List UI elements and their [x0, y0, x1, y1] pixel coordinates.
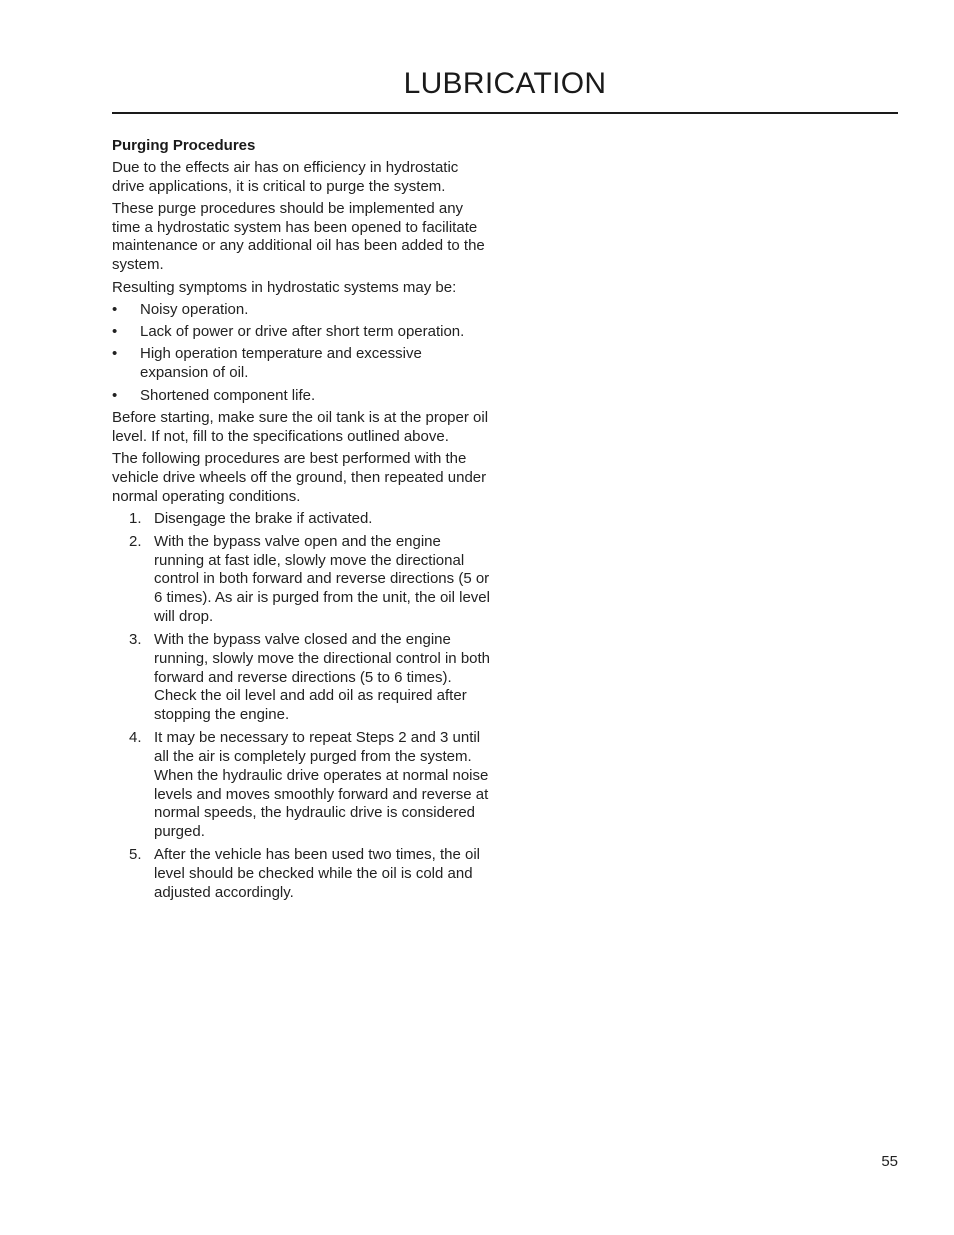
- main-content: [112, 137, 492, 907]
- step-text: Disengage the brake if activated.: [154, 509, 373, 527]
- step-item: [112, 729, 492, 842]
- step-text: After the vehicle has been used two times, the oil level should be checked while the oil is cold and adjusted accordingly.: [154, 846, 481, 901]
- paragraph-procedure-conditions: The following procedures are best performed with the vehicle drive wheels off the ground, then repeated under normal operating conditions.: [112, 449, 487, 505]
- paragraph-before-starting: Before starting, make sure the oil tank is at the proper oil level. If not, fill to the specifications outlined above.: [112, 408, 489, 445]
- bullet-icon: •: [112, 323, 118, 341]
- list-item-text: High operation temperature and excessive expansion of oil.: [140, 345, 422, 382]
- list-item: [112, 301, 492, 320]
- step-item: [112, 510, 492, 529]
- title-divider: [112, 112, 898, 114]
- step-number: 1.: [129, 509, 142, 527]
- step-number: 4.: [129, 729, 142, 747]
- step-text: With the bypass valve open and the engine running at fast idle, slowly move the directional control in both forward and reverse directions (5 or 6 times). As air is purged from the unit, the oil level will drop.: [154, 532, 490, 626]
- list-item-text: Shortened component life.: [140, 386, 316, 404]
- step-text: It may be necessary to repeat Steps 2 and 3 until all the air is completely purged from the system. When the hydraulic drive operates at normal noise levels and moves smoothly forward and reverse at normal speeds, the hydraulic drive is considered purged.: [154, 729, 489, 841]
- bullet-icon: •: [112, 300, 118, 318]
- paragraph-when-to-purge: These purge procedures should be implemented any time a hydrostatic system has been opened to facilitate maintenance or any additional oil has been added to the system.: [112, 199, 485, 274]
- paragraph-symptoms-intro: Resulting symptoms in hydrostatic systems may be:: [112, 278, 457, 296]
- step-number: 2.: [129, 532, 142, 550]
- symptoms-list: [112, 301, 492, 405]
- step-text: With the bypass valve closed and the engine running, slowly move the directional control in both forward and reverse directions (5 to 6 times). Check the oil level and add oil as required after stopping the engine.: [154, 631, 491, 724]
- list-item-text: Noisy operation.: [140, 300, 249, 318]
- list-item: [112, 323, 492, 342]
- bullet-icon: •: [112, 345, 118, 363]
- purge-steps-list: [112, 510, 492, 903]
- section-heading: Purging Procedures: [112, 137, 256, 154]
- step-number: 5.: [129, 846, 142, 864]
- bullet-icon: •: [112, 386, 118, 404]
- list-item: [112, 345, 492, 383]
- step-item: [112, 533, 492, 627]
- page-number: 55: [881, 1153, 898, 1170]
- list-item: [112, 387, 492, 406]
- paragraph-air-effects: Due to the effects air has on efficiency in hydrostatic drive applications, it is critical to purge the system.: [112, 158, 459, 195]
- step-item: [112, 846, 492, 902]
- step-item: [112, 631, 492, 725]
- list-item-text: Lack of power or drive after short term operation.: [140, 323, 465, 341]
- step-number: 3.: [129, 631, 142, 648]
- page-title: LUBRICATION: [403, 67, 607, 100]
